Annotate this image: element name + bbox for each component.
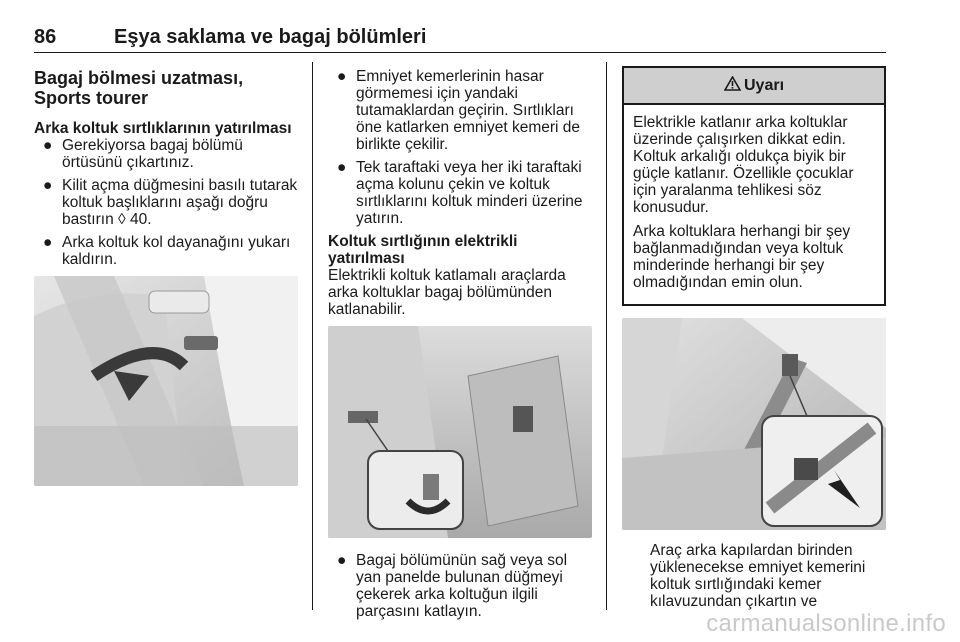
list-item: ● Arka koltuk kol dayanağını yukarı kaldırın.	[43, 234, 291, 268]
list-item: ● Kilit açma düğmesini basılı tutarak koltuk başlıklarını aşağı doğru bastırın ◊ 40.	[43, 177, 298, 228]
page-header	[34, 26, 886, 53]
column-2	[328, 68, 594, 626]
warning-triangle-icon	[724, 76, 741, 91]
instruction-list-bottom	[328, 552, 594, 620]
column-3	[622, 68, 886, 626]
list-item: ● Bagaj bölümünün sağ veya sol yan panelde bulunan düğmeyi çekerek arka koltuğun ilgili parçasını katlayın.	[337, 552, 568, 620]
subheading-electric-folding: Koltuk sırtlığının elektrikli yatırılması	[328, 233, 518, 267]
headrest-release-illustration	[34, 276, 298, 486]
subheading-seatback-folding: Arka koltuk sırtlıklarının yatırılması	[34, 120, 292, 137]
chapter-title: Eşya saklama ve bagaj bölümleri	[114, 26, 427, 48]
warning-paragraph: Elektrikle katlanır arka koltuklar üzerinde çalışırken dikkat edin. Koltuk arkalığı oldukça biyik bir güçle katlanır. Özellikle çocuklar için yaralanma tehlikesi söz konusudur.	[633, 114, 854, 216]
page-number: 86	[34, 26, 57, 48]
section-title: Bagaj bölmesi uzatması, Sports tourer	[34, 68, 244, 108]
list-item: ● Emniyet kemerlerinin hasar görmemesi için yandaki tutamaklardan geçirin. Sırtlıkları öne katlarken emniyet kemeri de birlikte çekilir.	[337, 68, 581, 153]
seatbelt-guide-illustration	[622, 318, 886, 530]
instruction-list	[34, 137, 300, 268]
warning-body	[624, 105, 884, 304]
column-divider-right	[606, 62, 607, 610]
warning-box	[622, 66, 886, 306]
belt-note-paragraph: Araç arka kapılardan birinden yüklenecekse emniyet kemerini koltuk sırtlığındaki kemer kılavuzundan çıkartın ve	[650, 542, 866, 610]
instruction-list-top	[328, 68, 594, 227]
warning-paragraph: Arka koltuklara herhangi bir şey bağlanmadığından veya koltuk minderinde herhangi bir şey olmadığından emin olun.	[633, 223, 851, 291]
list-item: ● Gerekiyorsa bagaj bölümü örtüsünü çıkartınız.	[43, 137, 243, 171]
cargo-switch-illustration	[328, 326, 592, 538]
column-divider-left	[312, 62, 313, 610]
warning-header	[624, 68, 884, 105]
watermark: carmanualsonline.info	[706, 610, 946, 637]
column-1	[34, 68, 300, 486]
electric-folding-paragraph: Elektrikli koltuk katlamalı araçlarda arka koltuklar bagaj bölümünden katlanabilir.	[328, 267, 566, 318]
list-item: ● Tek taraftaki veya her iki taraftaki açma kolunu çekin ve koltuk sırtlıklarını koltuk minderi üzerine yatırın.	[337, 159, 583, 227]
warning-title: Uyarı	[743, 77, 785, 94]
